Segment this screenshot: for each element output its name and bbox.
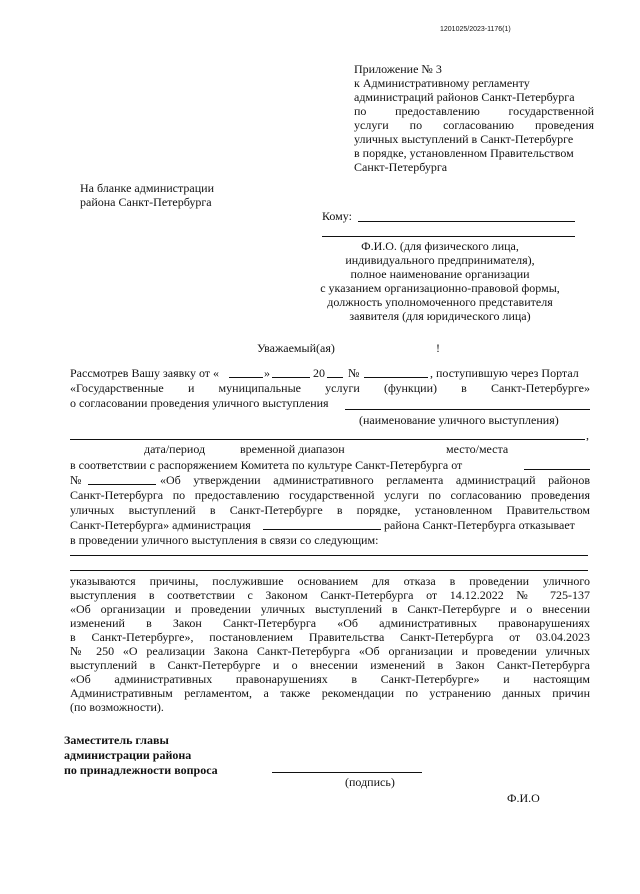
body-text: №: [348, 366, 360, 380]
signature-caption: (подпись): [345, 775, 395, 789]
body-text: ,: [586, 428, 589, 442]
reasons-line: «Об административных правонарушениях в Санкт-Петербурге» и настоящим: [70, 672, 590, 686]
body-text: «Об утверждении административного регламента администраций районов: [160, 473, 590, 487]
reasons-line: выступления в соответствии с Законом Санкт-Петербурга от 14.12.2022 № 725-137: [70, 588, 590, 602]
letterhead-line: На бланке администрации: [80, 181, 214, 195]
reasons-line: «Об организации и проведении уличных выступлений в Санкт-Петербурге и о внесении: [70, 602, 590, 616]
body-text: Рассмотрев Вашу заявку от «: [70, 366, 220, 380]
appendix-line: уличных выступлений в Санкт-Петербурге: [354, 132, 574, 146]
appendix-header: [354, 62, 594, 174]
document-number: 1201025/2023-1176(1): [440, 26, 511, 33]
appendix-line: по предоставлению государственной: [354, 104, 594, 118]
caption-line: должность уполномоченного представителя: [327, 295, 553, 309]
caption-line: индивидуального предпринимателя),: [345, 253, 535, 267]
date-period-caption: дата/период: [144, 442, 206, 456]
greeting-text: Уважаемый(ая): [257, 341, 335, 355]
reasons-line: изменений в Закон Санкт-Петербурга «Об административных правонарушениях: [70, 616, 590, 630]
order-date-field[interactable]: [524, 469, 590, 470]
caption-line: заявителя (для юридического лица): [349, 309, 531, 323]
greeting-mark: !: [436, 341, 440, 355]
reasons-paragraph: [70, 574, 590, 714]
date-year-field[interactable]: [327, 377, 343, 378]
date-day-field[interactable]: [229, 377, 263, 378]
event-name-caption: (наименование уличного выступления): [359, 413, 559, 427]
body-text: в соответствии с распоряжением Комитета по культуре Санкт-Петербурга от: [70, 458, 463, 472]
signatory-line: Заместитель главы: [64, 733, 169, 747]
body-text: »: [264, 366, 270, 380]
body-text: №: [70, 473, 82, 487]
caption-line: полное наименование организации: [350, 267, 530, 281]
letterhead-note: [80, 181, 214, 209]
date-time-place-field[interactable]: [70, 439, 585, 440]
order-number-field[interactable]: [88, 484, 156, 485]
body-text: уличных выступлений в Санкт-Петербурге в порядке, установленном Правительством: [70, 503, 590, 517]
reasons-line: в Санкт-Петербурге», постановлением Правительства Санкт-Петербурга от 03.04.2023: [70, 630, 590, 644]
reasons-line: выступлений в Санкт-Петербурге и о внесении изменений в Закон Санкт-Петербурга: [70, 658, 590, 672]
appendix-line: услуги по согласованию проведения: [354, 118, 594, 132]
application-number-field[interactable]: [364, 377, 428, 378]
place-caption: место/места: [446, 442, 509, 456]
appendix-line: Приложение № 3: [354, 62, 442, 76]
body-text: , поступившую через Портал: [430, 366, 579, 380]
signatory-line: администрации района: [64, 748, 192, 762]
caption-line: с указанием организационно-правовой формы,: [320, 281, 560, 295]
recipient-label: Кому:: [322, 209, 352, 223]
letterhead-line: района Санкт-Петербурга: [80, 195, 212, 209]
reasons-line: (по возможности).: [70, 700, 164, 714]
signatory-line: по принадлежности вопроса: [64, 763, 218, 777]
body-text: о согласовании проведения уличного выступления: [70, 396, 329, 410]
appendix-line: к Административному регламенту: [354, 76, 530, 90]
signatory-title: [64, 733, 218, 777]
district-name-field[interactable]: [263, 529, 381, 530]
body-text: Санкт-Петербурга» администрация: [70, 518, 251, 532]
reason-field-line[interactable]: [70, 555, 588, 556]
signatory-name: Ф.И.О: [507, 791, 540, 805]
event-name-field[interactable]: [345, 409, 590, 410]
recipient-field-line2[interactable]: [322, 236, 575, 237]
body-text: района Санкт-Петербурга отказывает: [384, 518, 575, 532]
appendix-line: администраций районов Санкт-Петербурга: [354, 90, 575, 104]
reasons-line: № 250 «О реализации Закона Санкт-Петербурга «Об организации и проведении уличных: [70, 644, 590, 658]
appendix-line: в порядке, установленном Правительством: [354, 146, 574, 160]
reasons-line: указываются причины, послужившие основанием для отказа в проведении уличного: [70, 574, 590, 588]
caption-line: Ф.И.О. (для физического лица,: [361, 239, 519, 253]
appendix-line: Санкт-Петербурга: [354, 160, 448, 174]
body-text: 20: [313, 366, 325, 380]
reasons-line: Административным регламентом, а также рекомендации по устранению данных причин: [70, 686, 590, 700]
reason-field-line[interactable]: [70, 570, 588, 571]
recipient-field[interactable]: [358, 221, 575, 222]
date-month-field[interactable]: [272, 377, 310, 378]
body-text: в проведении уличного выступления в связи со следующим:: [70, 533, 379, 547]
time-range-caption: временной диапазон: [240, 442, 345, 456]
recipient-caption: [290, 239, 590, 323]
body-text: «Государственные и муниципальные услуги (функции) в Санкт-Петербурге»: [70, 381, 590, 395]
signature-field[interactable]: [272, 772, 422, 773]
body-text: Санкт-Петербурга по предоставлению государственной услуги по согласованию проведения: [70, 488, 590, 502]
